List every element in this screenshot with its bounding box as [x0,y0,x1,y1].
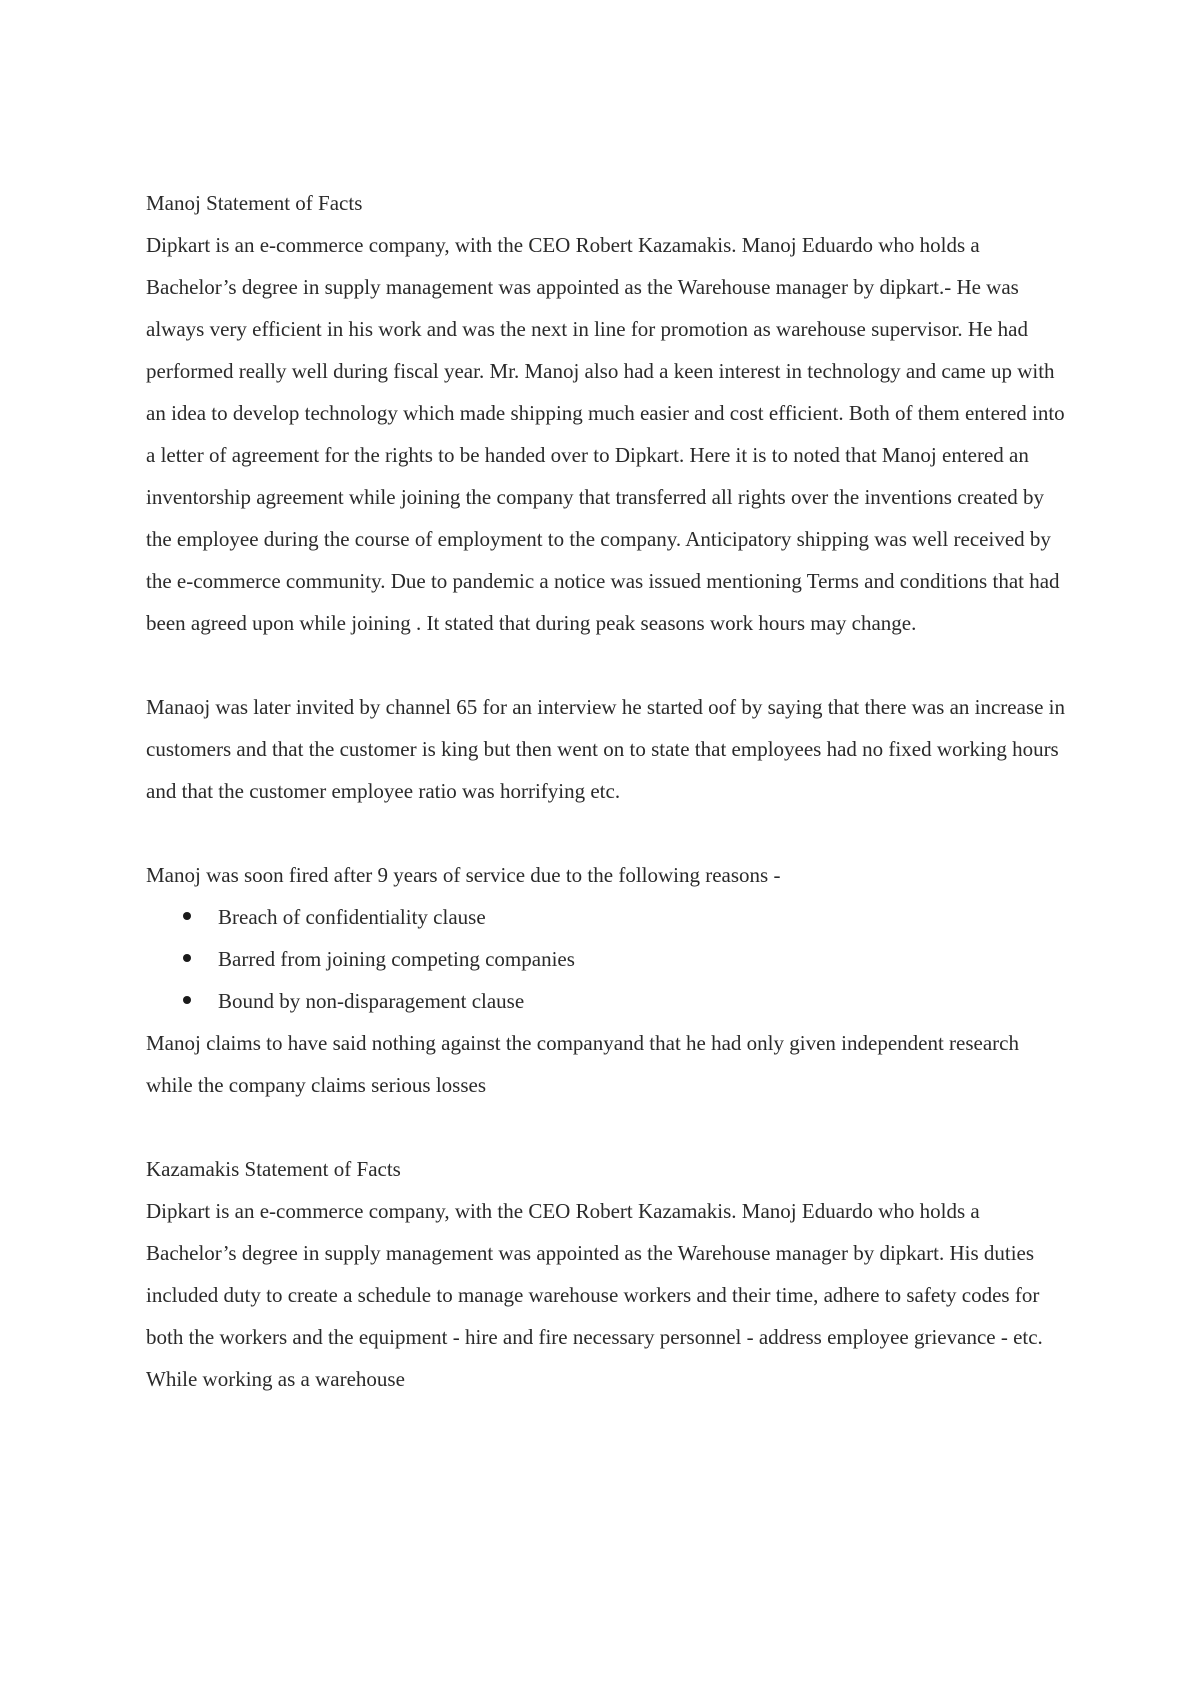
list-item [146,938,1066,980]
paragraph-spacer [146,644,1066,686]
paragraph-spacer [146,812,1066,854]
list-item [146,980,1066,1022]
section-heading-kazamakis: Kazamakis Statement of Facts [146,1157,401,1181]
interview-paragraph: Manaoj was later invited by channel 65 for an interview he started oof by saying that there was an increase in customers and that the customer is king but then went on to state that employees had no fixed working hours and that the customer employee ratio was horrifying etc. [146,695,1066,803]
termination-reasons-list [146,896,1066,1022]
bullet-icon [183,954,191,962]
bullet-icon [183,912,191,920]
section-heading-manoj: Manoj Statement of Facts [146,191,363,215]
bullet-icon [183,996,191,1004]
list-item [146,896,1066,938]
termination-paragraph: Manoj was soon fired after 9 years of service due to the following reasons - [146,863,781,887]
manoj-claims-paragraph: Manoj claims to have said nothing against the companyand that he had only given independent research while the company claims serious losses [146,1031,1019,1097]
kazamakis-facts-paragraph: Dipkart is an e-commerce company, with the CEO Robert Kazamakis. Manoj Eduardo who holds a Bachelor’s degree in supply management was appointed as the Warehouse manager by dipkart. His duties included duty to create a schedule to manage warehouse workers and their time, adhere to safety codes for both the workers and the equipment - hire and fire necessary personnel - address employee grievance - etc. While working as a warehouse [146,1199,1043,1391]
paragraph-spacer [146,1106,1066,1148]
list-item-text: Breach of confidentiality clause [218,905,486,929]
manoj-facts-paragraph: Dipkart is an e-commerce company, with the CEO Robert Kazamakis. Manoj Eduardo who holds a Bachelor’s degree in supply management was appointed as the Warehouse manager by dipkart.- He was always very efficient in his work and was the next in line for promotion as warehouse supervisor. He had performed really well during fiscal year. Mr. Manoj also had a keen interest in technology and came up with an idea to develop technology which made shipping much easier and cost efficient. Both of them entered into a letter of agreement for the rights to be handed over to Dipkart. Here it is to noted that Manoj entered an inventorship agreement while joining the company that transferred all rights over the inventions created by the employee during the course of employment to the company. Anticipatory shipping was well received by the e-commerce community. Due to pandemic a notice was issued mentioning Terms and conditions that had been agreed upon while joining . It stated that during peak seasons work hours may change. [146,233,1065,635]
list-item-text: Bound by non-disparagement clause [218,989,525,1013]
document-body [146,182,1066,1400]
list-item-text: Barred from joining competing companies [218,947,575,971]
